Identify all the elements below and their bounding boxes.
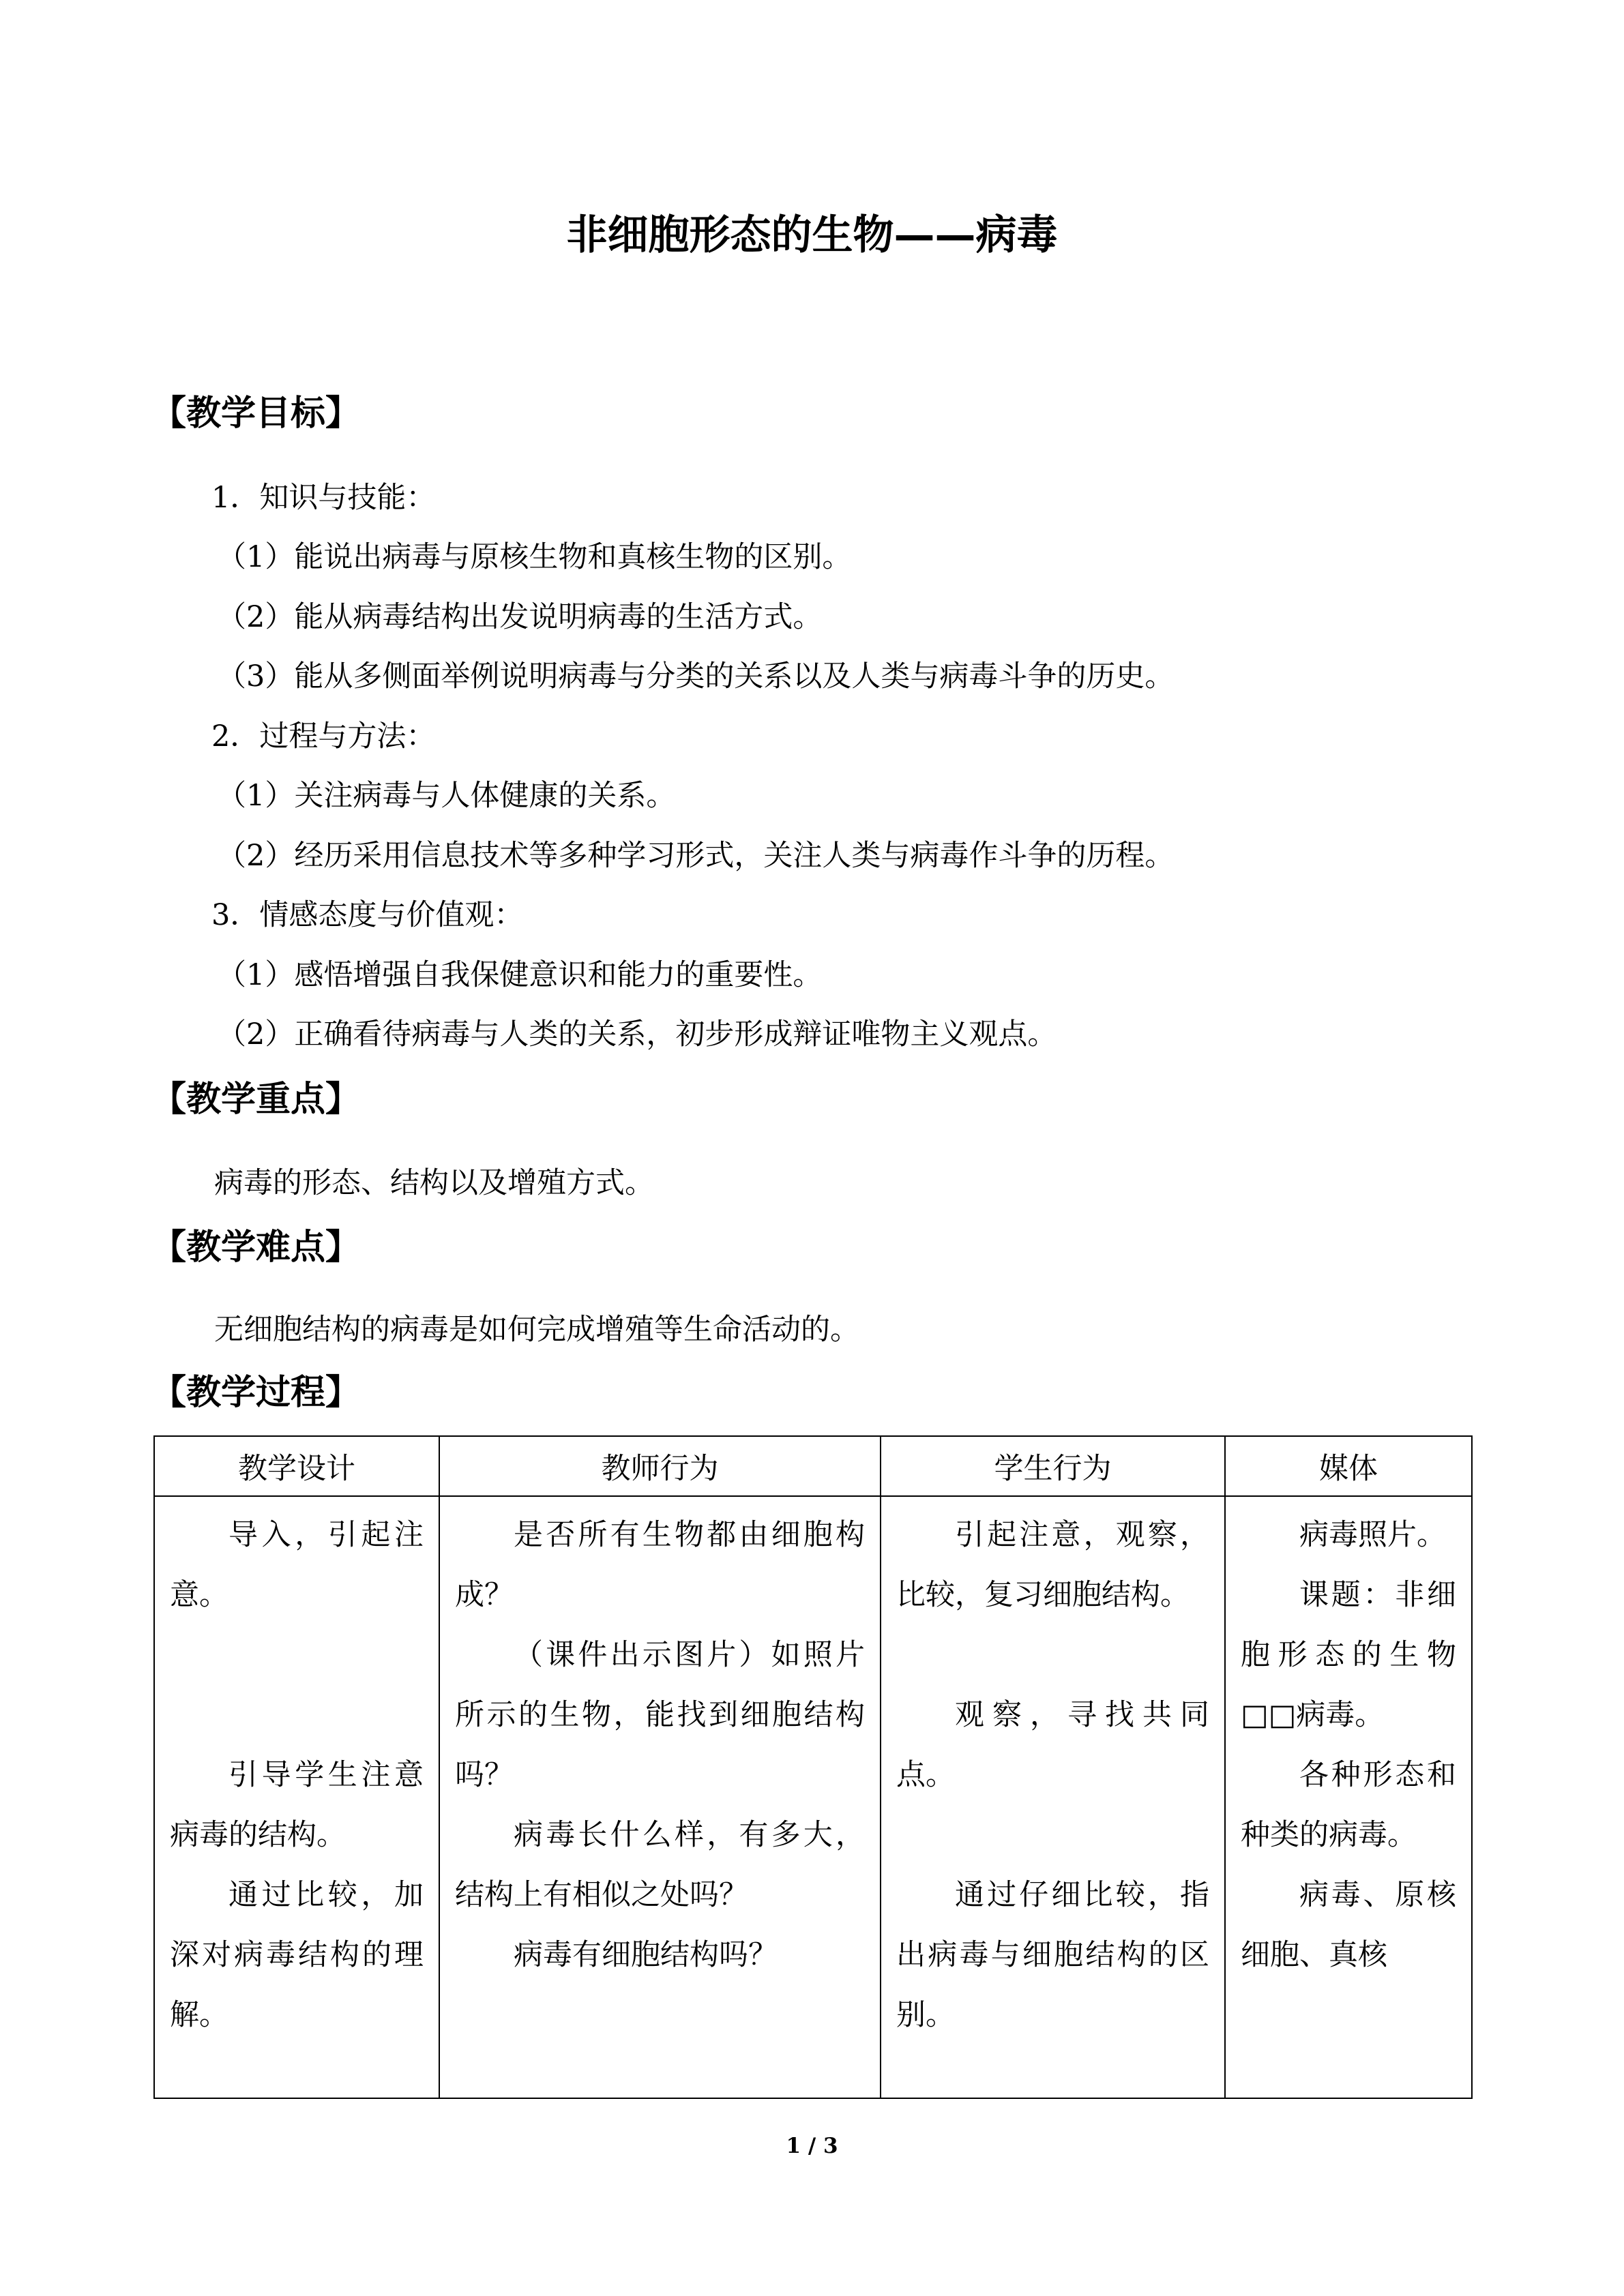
table-header-row [154,1436,1472,1496]
media-text: 课题：非细胞形态的生物□□病毒。 [1241,1578,1456,1732]
heading-difficulties: 【教学难点】 [151,1227,361,1268]
goal-line: 3．情感态度与价值观： [211,898,524,932]
page-title: 非细胞形态的生物——病毒 [566,211,1058,259]
teaching-process-table [153,1435,1473,2099]
media-text: 各种形态和种类的病毒。 [1241,1758,1456,1852]
goal-line: （2）能从病毒结构出发说明病毒的生活方式。 [217,600,823,634]
column-header-student: 学生行为 [881,1436,1225,1496]
heading-key-points: 【教学重点】 [151,1079,361,1120]
cell-design [154,1496,439,2098]
goal-line: （3）能从多侧面举例说明病毒与分类的关系以及人类与病毒斗争的历史。 [217,659,1175,694]
goal-line: 1．知识与技能： [211,481,436,515]
difficulties-text: 无细胞结构的病毒是如何完成增殖等生命活动的。 [214,1313,859,1347]
heading-teaching-process: 【教学过程】 [151,1373,361,1413]
student-text: 引起注意，观察，比较，复习细胞结构。 [896,1518,1209,1612]
cell-teacher [439,1496,881,2098]
cell-student [881,1496,1225,2098]
design-text: 导入，引起注意。 [170,1518,424,1612]
goal-line: 2．过程与方法： [211,719,436,754]
page-number: 1 / 3 [786,2134,838,2158]
column-header-design: 教学设计 [154,1436,439,1496]
goal-line: （2）正确看待病毒与人类的关系，初步形成辩证唯物主义观点。 [217,1017,1057,1052]
column-header-teacher: 教师行为 [439,1436,881,1496]
design-text: 通过比较，加深对病毒结构的理解。 [170,1878,424,2032]
student-text: 通过仔细比较，指出病毒与细胞结构的区别。 [896,1878,1209,2032]
teacher-text: 病毒长什么样，有多大，结构上有相似之处吗？ [455,1818,865,1912]
teacher-text: （课件出示图片）如照片所示的生物，能找到细胞结构吗？ [455,1638,865,1792]
design-text: 引导学生注意病毒的结构。 [170,1758,424,1852]
cell-media [1225,1496,1472,2098]
teacher-text: 是否所有生物都由细胞构成？ [455,1518,865,1612]
goal-line: （1）感悟增强自我保健意识和能力的重要性。 [217,958,823,992]
goal-line: （2）经历采用信息技术等多种学习形式，关注人类与病毒作斗争的历程。 [217,839,1175,873]
table-row [154,1496,1472,2098]
student-text: 观察，寻找共同点。 [896,1698,1209,1792]
teacher-text: 病毒有细胞结构吗？ [514,1938,778,1972]
media-text: 病毒、原核细胞、真核 [1241,1878,1456,1972]
column-header-media: 媒体 [1225,1436,1472,1496]
goal-line: （1）关注病毒与人体健康的关系。 [217,779,676,813]
media-text: 病毒照片。 [1299,1518,1446,1552]
heading-teaching-goals: 【教学目标】 [151,393,361,434]
key-points-text: 病毒的形态、结构以及增殖方式。 [214,1166,654,1200]
goal-line: （1）能说出病毒与原核生物和真核生物的区别。 [217,540,852,574]
